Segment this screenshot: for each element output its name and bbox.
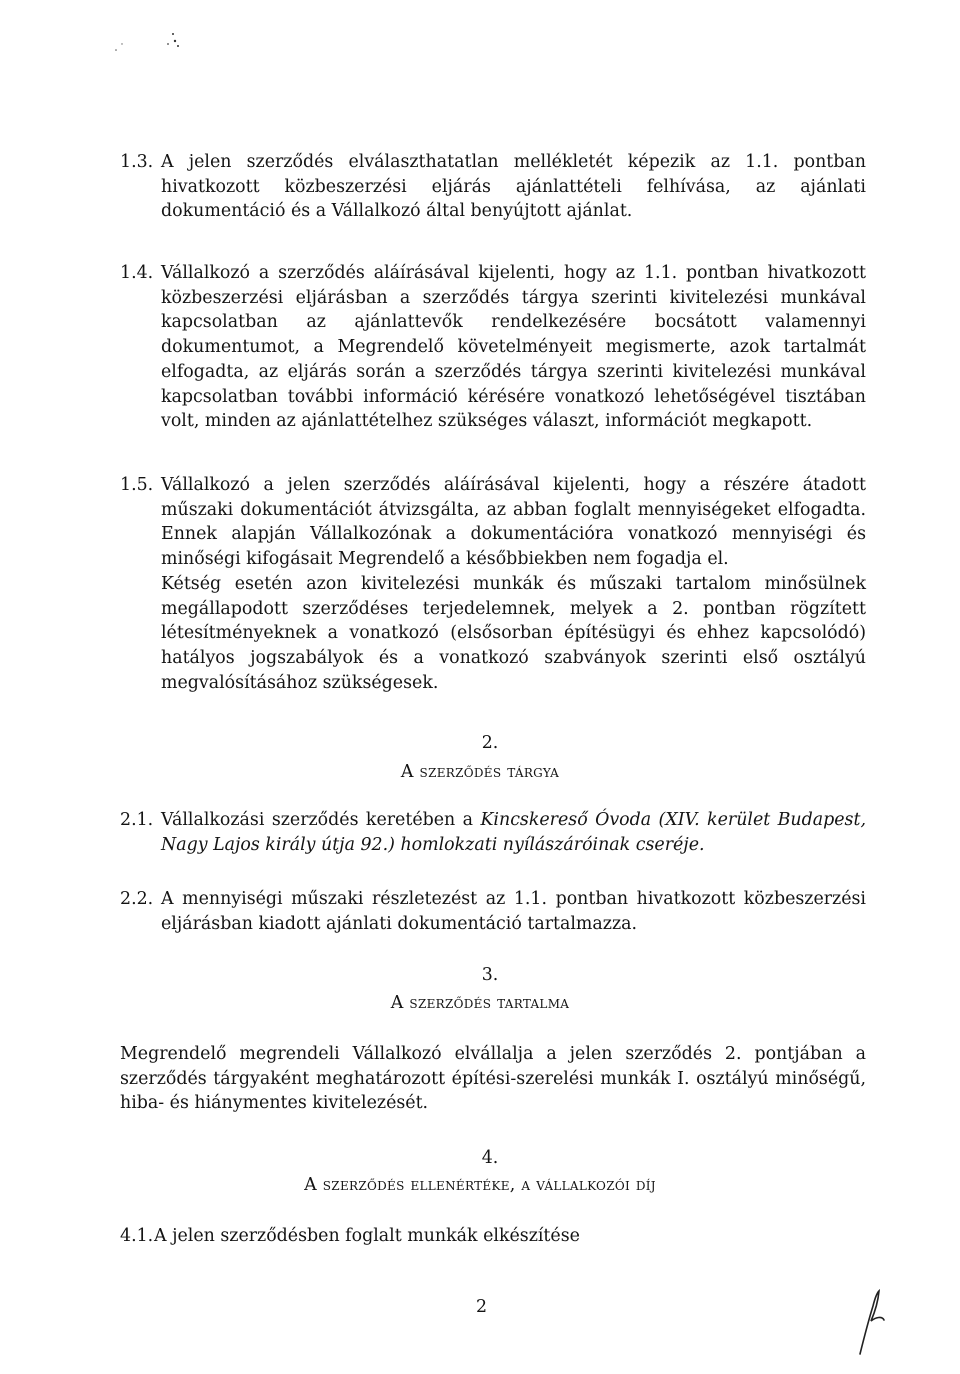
clause-number: 2.1. (120, 810, 154, 830)
clause-1-3 (120, 150, 866, 224)
section-3-title: A szerződés tartalma (390, 993, 570, 1013)
signature-initial-mark (840, 1288, 900, 1358)
clause-1-5 (120, 473, 866, 695)
section-2-title: A szerződés tárgya (400, 762, 560, 782)
clause-text: Vállalkozó a jelen szerződés aláírásával kijelenti, hogy a részére átadott műszaki dokumentációt átvizsgálta, az abban foglalt mennyiségeket elfogadta. Ennek alapján Vállalkozónak a dokumentációra vonatkozó mennyiségi és minőségi kifogásait Megrendelő a későbbiekben nem fogadja el. (161, 475, 866, 570)
clause-2-2 (120, 887, 866, 936)
section-2-number: 2. (481, 733, 499, 753)
clause-number: 1.5. (120, 475, 154, 495)
clause-text (161, 808, 866, 857)
scan-speck-marks (115, 28, 195, 68)
clause-1-4 (120, 261, 866, 434)
clause-text: A jelen szerződés elválaszthatatlan mellékletét képezik az 1.1. pontban hivatkozott közbeszerzési eljárás ajánlattételi felhívása, az ajánlati dokumentáció és a Vállalkozó által benyújtott ajánlat. (161, 152, 866, 222)
clause-number: 2.2. (120, 889, 154, 909)
section-3-text: Megrendelő megrendeli Vállalkozó elvállalja a jelen szerződés 2. pontjában a szerződés tárgyaként meghatározott építési-szerelési munkák I. osztályú minőségű, hiba- és hiánymentes kivitelezését. (120, 1044, 866, 1114)
clause-text: Vállalkozó a szerződés aláírásával kijelenti, hogy az 1.1. pontban hivatkozott közbeszerzési eljárásban a szerződés tárgya szerinti kivitelezési munkával kapcsolatban az ajánlattevők rendelkezésére bocsátott valamennyi dokumentumot, a Megrendelő követelményeit megismerte, azok tartalmát elfogadta, az eljárás során a szerződés tárgya szerinti kivitelezési munkával kapcsolatban további információ kérésére vonatkozó lehetőségével tisztában volt, minden az ajánlattételhez szükséges választ, információt megkapott. (161, 263, 866, 432)
clause-number: 4.1. (120, 1226, 154, 1246)
clause-4-1 (120, 1224, 866, 1249)
page-number: 2 (476, 1297, 488, 1317)
clause-text: A mennyiségi műszaki részletezést az 1.1. pontban hivatkozott közbeszerzési eljárásban kiadott ajánlati dokumentáció tartalmazza. (161, 889, 866, 934)
clause-lead-text: Vállalkozási szerződés keretében a (161, 810, 481, 830)
section-3-number: 3. (481, 965, 499, 985)
section-4-number: 4. (481, 1148, 499, 1168)
contract-subject-text: Kincskereső Óvoda (XIV. kerület Budapest, Nagy Lajos király útja 92.) homlokzati nyílászáróinak cseréje. (161, 810, 866, 855)
clause-text: A jelen szerződésben foglalt munkák elkészítése (154, 1226, 580, 1246)
clause-text-continued: Kétség esetén azon kivitelezési munkák és műszaki tartalom minősülnek megállapodott szerződéses terjedelemnek, melyek a 2. pontban rögzített létesítményeknek a vonatkozó (elsősorban építésügyi és ehhez kapcsolódó) hatályos jogszabályok és a vonatkozó szabványok szerinti első osztályú megvalósításához szükségesek. (161, 573, 866, 693)
clause-number: 1.3. (120, 152, 154, 172)
clause-2-1 (120, 808, 866, 857)
clause-number: 1.4. (120, 263, 154, 283)
section-4-title: A szerződés ellenértéke, a vállalkozói díj (304, 1175, 656, 1195)
